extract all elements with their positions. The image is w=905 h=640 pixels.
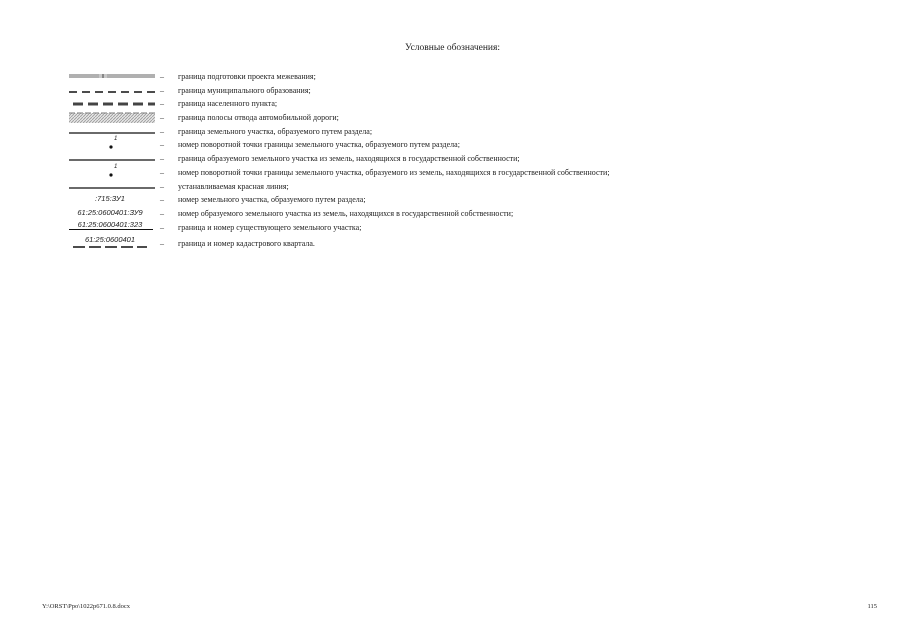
turning-point-symbol [65, 138, 155, 152]
settlement-boundary-symbol [65, 97, 155, 111]
dash: – [160, 222, 164, 232]
legend-description: номер образуемого земельного участка из земель, находящихся в государственной собственности; [178, 208, 514, 218]
road-strip-boundary-line [65, 111, 155, 125]
parcel-number-sample: :715:ЗУ1 [95, 194, 125, 204]
legend-description: номер поворотной точки границы земельного участка, образуемого из земель, находящихся в государственной собственности; [178, 167, 610, 177]
legend-row [60, 125, 860, 139]
legend-row [60, 180, 860, 194]
legend-description: граница земельного участка, образуемого путем раздела; [178, 126, 373, 136]
existing-parcel-symbol [65, 221, 155, 235]
legend-row [60, 97, 860, 111]
legend-description: граница муниципального образования; [178, 85, 311, 95]
legend-description: устанавливаемая красная линия; [178, 181, 289, 191]
dash: – [160, 167, 164, 177]
turning-point-marker [65, 138, 155, 152]
dash: – [160, 85, 164, 95]
dash: – [160, 195, 164, 205]
footer-page-number: 115 [867, 603, 877, 610]
dash: – [160, 154, 164, 164]
legend-row [60, 234, 860, 252]
existing-parcel-number-sample: 61:25:0600401:323 [77, 219, 143, 229]
legend-row [60, 138, 860, 152]
turning-point-number: 1 [114, 136, 118, 143]
legend-title: Условные обозначения: [404, 43, 500, 53]
legend-row [60, 221, 860, 235]
cadastral-quarter-number-sample: 61:25:0600401 [84, 235, 136, 245]
legend-description: граница образуемого земельного участка из земель, находящихся в государственной собственности; [178, 154, 520, 164]
legend-description: граница полосы отвода автомобильной дороги; [178, 113, 339, 123]
dash: – [160, 72, 164, 81]
dash: – [160, 113, 164, 123]
legend-description: номер поворотной точки границы земельного участка, образуемого путем раздела; [178, 140, 460, 150]
state-parcel-number-symbol [65, 207, 155, 221]
state-turning-point-symbol [65, 163, 155, 180]
state-turning-point-marker [65, 163, 155, 180]
legend-row [60, 193, 860, 207]
parcel-number-symbol [65, 193, 155, 207]
legend-description: граница населенного пункта; [178, 99, 278, 109]
survey-boundary-symbol [65, 70, 155, 84]
legend-row [60, 163, 860, 180]
road-strip-boundary-symbol [65, 111, 155, 125]
red-line [65, 180, 155, 194]
state-parcel-number-sample: 61:25:0600401:ЗУ9 [77, 207, 143, 217]
cadastral-quarter-symbol [65, 234, 155, 252]
parcel-boundary-symbol [65, 125, 155, 139]
red-line-symbol [65, 180, 155, 194]
legend-list [60, 70, 860, 252]
survey-boundary-line [65, 70, 155, 84]
legend-description: граница подготовки проекта межевания; [178, 72, 316, 81]
dash: – [160, 181, 164, 191]
dash: – [160, 239, 164, 249]
state-parcel-boundary-symbol [65, 152, 155, 166]
existing-parcel-line [65, 221, 155, 235]
legend-row [60, 152, 860, 166]
parcel-boundary-line [65, 125, 155, 139]
dash: – [160, 99, 164, 109]
cadastral-quarter-line [65, 234, 155, 252]
legend-row [60, 111, 860, 125]
settlement-boundary-line [65, 97, 155, 111]
turning-point-number: 1 [114, 163, 118, 170]
legend-description: граница и номер кадастрового квартала. [178, 239, 315, 249]
legend-row [60, 207, 860, 221]
footer-file-path: Y:\ORST\Ppo\1022p671.0.8.docx [42, 603, 131, 610]
legend-description: граница и номер существующего земельного участка; [178, 222, 362, 232]
dash: – [160, 140, 164, 150]
municipal-boundary-line [65, 84, 155, 98]
dash: – [160, 208, 164, 218]
legend-description: номер земельного участка, образуемого путем раздела; [178, 195, 366, 205]
municipal-boundary-symbol [65, 84, 155, 98]
legend-row [60, 84, 860, 98]
state-parcel-boundary-line [65, 152, 155, 166]
dash: – [160, 126, 164, 136]
legend-row [60, 70, 860, 84]
